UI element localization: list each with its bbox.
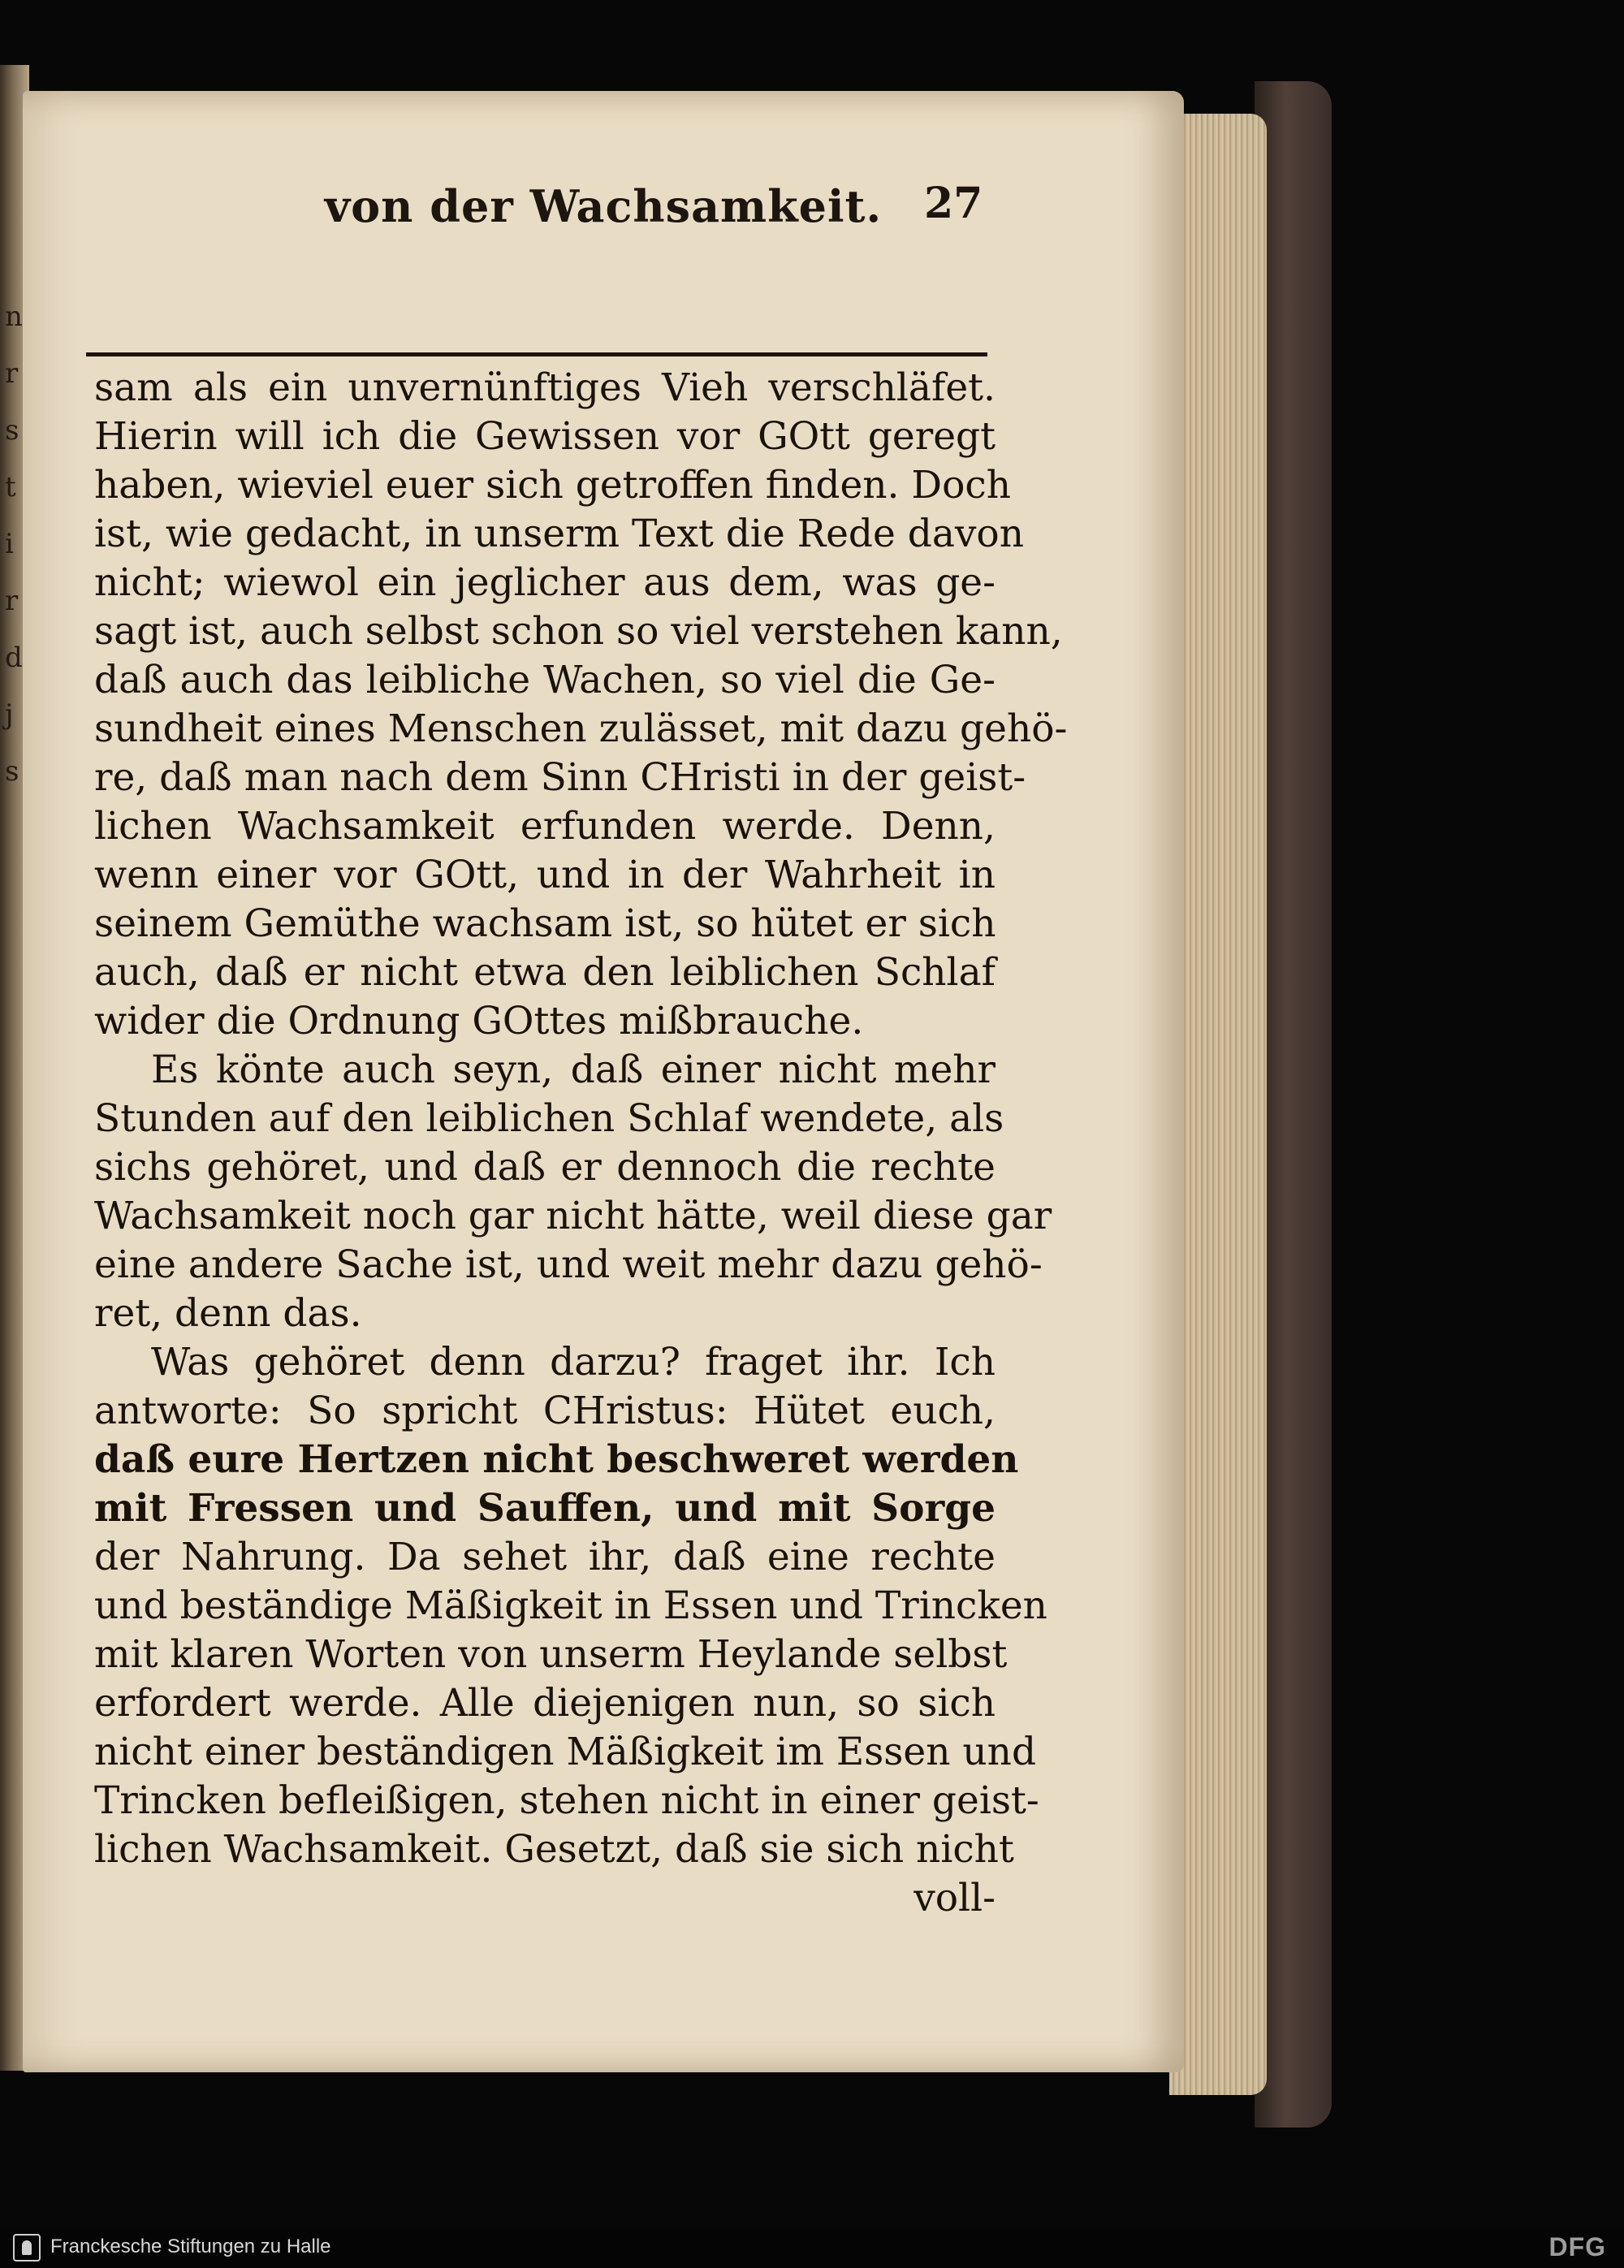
text-line: und beständige Mäßigkeit in Essen und Trincken (94, 1583, 1047, 1628)
page-number: 27 (924, 179, 983, 228)
text-line: Es könte auch seyn, daß einer nicht mehr (151, 1048, 996, 1092)
text-line: lichen Wachsamkeit. Gesetzt, daß sie sich nicht (94, 1827, 1014, 1872)
facing-page-glyph: d (5, 642, 23, 674)
facing-page-glyph: i (5, 528, 14, 560)
text-line: eine andere Sache ist, und weit mehr dazu gehö- (94, 1242, 1043, 1287)
text-line: nicht; wiewol ein jeglicher aus dem, was ge- (94, 560, 996, 605)
text-line: sichs gehöret, und daß er dennoch die rechte (94, 1145, 996, 1190)
facing-page-glyph: r (5, 585, 19, 617)
facing-page-glyph: j (5, 698, 14, 731)
text-line: Wachsamkeit noch gar nicht hätte, weil diese gar (94, 1194, 1052, 1238)
facing-page-glyph: s (5, 414, 19, 447)
facing-page-glyph: s (5, 755, 19, 788)
text-line: wenn einer vor GOtt, und in der Wahrheit in (94, 853, 996, 897)
text-line: der Nahrung. Da sehet ihr, daß eine rechte (94, 1535, 996, 1579)
text-line: auch, daß er nicht etwa den leiblichen Schlaf (94, 950, 996, 995)
institution-label: Franckesche Stiftungen zu Halle (50, 2236, 331, 2257)
book-page (23, 91, 1184, 2072)
facing-page-glyph: t (5, 471, 16, 503)
facing-page-glyph: r (5, 357, 19, 390)
text-line: mit klaren Worten von unserm Heylande selbst (94, 1632, 1008, 1677)
text-line: antworte: So spricht CHristus: Hütet euch, (94, 1389, 996, 1433)
running-title: von der Wachsamkeit. (324, 180, 883, 232)
text-line: nicht einer beständigen Mäßigkeit im Essen und (94, 1730, 1037, 1774)
text-line-bold: daß eure Hertzen nicht beschweret werden (94, 1437, 1019, 1482)
text-line: Stunden auf den leiblichen Schlaf wendete, als (94, 1096, 1004, 1141)
facing-page-glyph: n (5, 300, 23, 333)
text-line: ist, wie gedacht, in unserm Text die Rede davon (94, 512, 1024, 556)
text-line: re, daß man nach dem Sinn CHristi in der geist- (94, 755, 1026, 800)
text-line-bold: mit Fressen und Sauffen, und mit Sorge (94, 1486, 996, 1531)
dfg-logo: DFG (1548, 2232, 1606, 2262)
text-line: daß auch das leibliche Wachen, so viel die Ge- (94, 658, 996, 702)
catchword: voll- (914, 1876, 996, 1920)
text-line: erfordert werde. Alle diejenigen nun, so sich (94, 1681, 996, 1726)
text-line: lichen Wachsamkeit erfunden werde. Denn, (94, 804, 996, 849)
viewer-footer (0, 2227, 1624, 2268)
francke-foundation-logo-icon (13, 2234, 41, 2262)
text-line: seinem Gemüthe wachsam ist, so hütet er sich (94, 901, 996, 946)
text-line: Trincken befleißigen, stehen nicht in einer geist- (94, 1778, 1039, 1823)
text-line: ret, denn das. (94, 1291, 362, 1336)
text-line: Hierin will ich die Gewissen vor GOtt geregt (94, 414, 996, 459)
text-line: haben, wieviel euer sich getroffen finden. Doch (94, 463, 1011, 508)
body-text (94, 364, 1068, 1923)
text-line: wider die Ordnung GOttes mißbrauche. (94, 999, 864, 1043)
text-line: sagt ist, auch selbst schon so viel verstehen kann, (94, 609, 1063, 654)
text-line: sundheit eines Menschen zulässet, mit dazu gehö- (94, 706, 1068, 751)
page-stack-edge (1169, 114, 1267, 2095)
text-line: sam als ein unvernünftiges Vieh verschläfet. (94, 365, 996, 410)
text-line: Was gehöret denn darzu? fraget ihr. Ich (151, 1340, 996, 1385)
header-rule (86, 352, 987, 356)
